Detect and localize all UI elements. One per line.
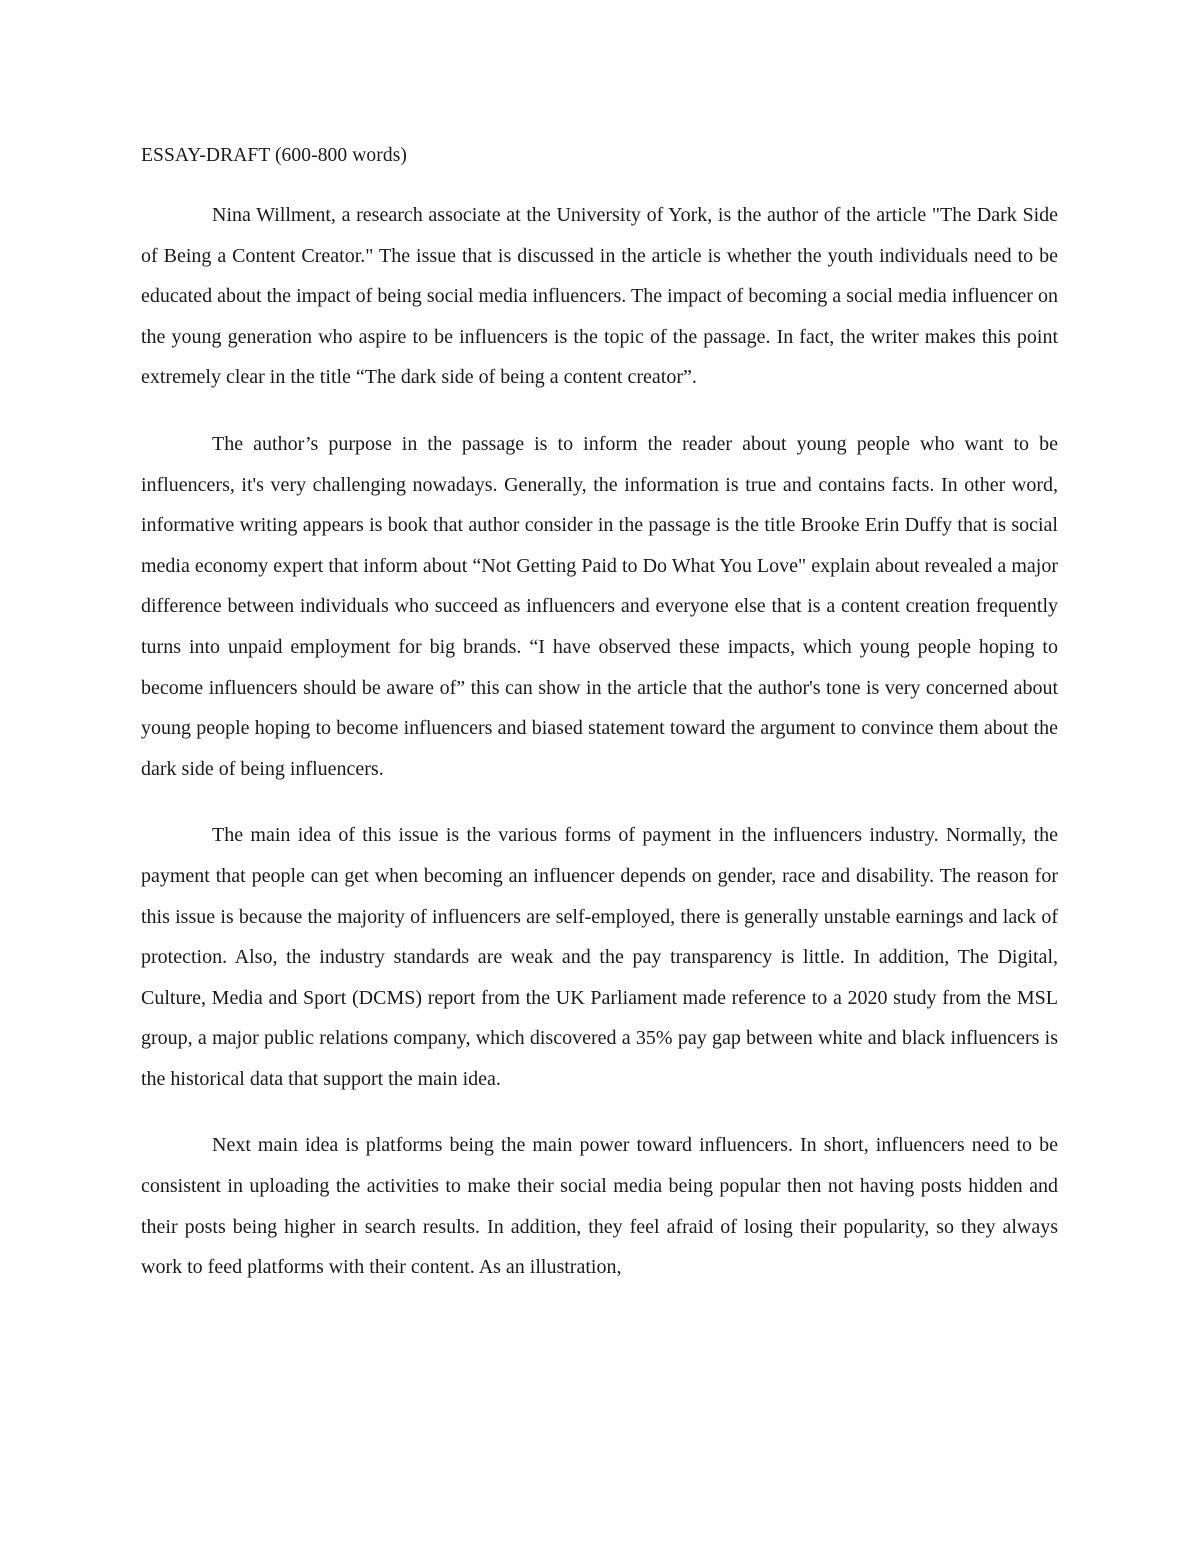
paragraph-2: The author’s purpose in the passage is to inform the reader about young people who want to be influencers, it's very challenging nowadays. Generally, the information is true and contains facts. In other word, informative writing appears is book that author consider in the passage is the title Brooke Erin Duffy that is social media economy expert that inform about “Not Getting Paid to Do What You Love" explain about revealed a major difference between individuals who succeed as influencers and everyone else that is a content creation frequently turns into unpaid employment for big brands. “I have observed these impacts, which young people hoping to become influencers should be aware of” this can show in the article that the author's tone is very concerned about young people hoping to become influencers and biased statement toward the argument to convince them about the dark side of being influencers. <box>141 432 1058 780</box>
essay-title: ESSAY-DRAFT (600-800 words) <box>141 145 407 166</box>
paragraph-3: The main idea of this issue is the various forms of payment in the influencers industry. Normally, the payment that people can get when becoming an influencer depends on gender, race and disability. The reason for this issue is because the majority of influencers are self-employed, there is generally unstable earnings and lack of protection. Also, the industry standards are weak and the pay transparency is little. In addition, The Digital, Culture, Media and Sport (DCMS) report from the UK Parliament made reference to a 2020 study from the MSL group, a major public relations company, which discovered a 35% pay gap between white and black influencers is the historical data that support the main idea. <box>141 824 1058 1090</box>
paragraph-1: Nina Willment, a research associate at the University of York, is the author of the article "The Dark Side of Being a Content Creator." The issue that is discussed in the article is whether the youth individuals need to be educated about the impact of being social media influencers. The impact of becoming a social media influencer on the young generation who aspire to be influencers is the topic of the passage. In fact, the writer makes this point extremely clear in the title “The dark side of being a content creator”. <box>141 204 1058 389</box>
document-body <box>141 142 1058 1288</box>
paragraph-4: Next main idea is platforms being the main power toward influencers. In short, influencers need to be consistent in uploading the activities to make their social media being popular then not having posts hidden and their posts being higher in search results. In addition, they feel afraid of losing their popularity, so they always work to feed platforms with their content. As an illustration, <box>141 1134 1058 1279</box>
